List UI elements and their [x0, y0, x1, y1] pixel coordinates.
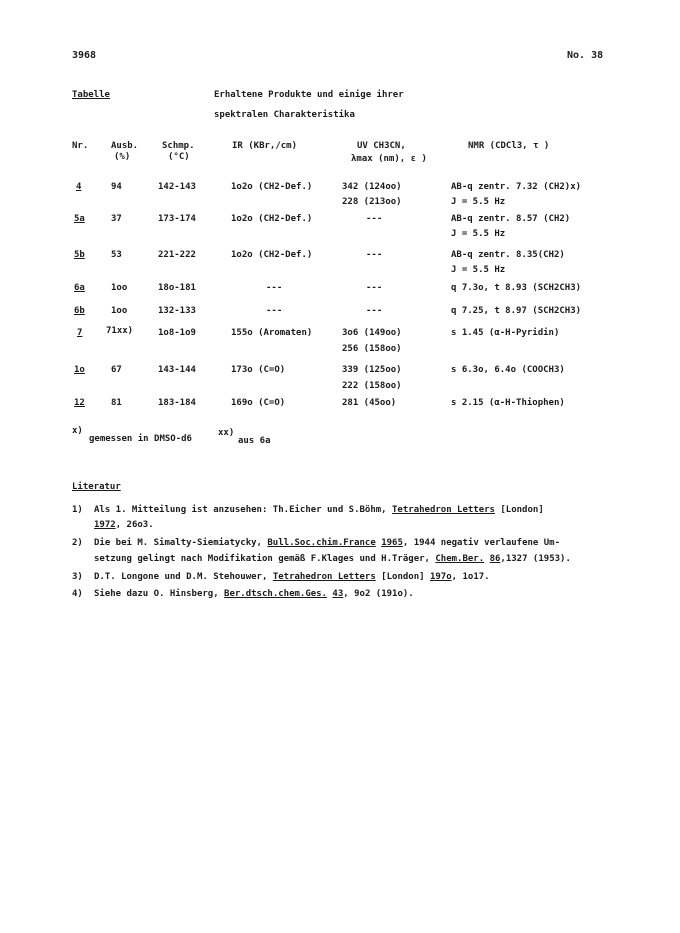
row-uv: --- — [366, 214, 383, 224]
row-nmr: AB-q zentr. 8.35(CH2) — [451, 250, 565, 260]
row-nr: 4 — [76, 182, 82, 192]
col-header-uv-unit: λmax (nm), ε ) — [351, 154, 427, 164]
reference-2-line2: setzung gelingt nach Modifikation gemäß F.Klages und H.Träger, Chem.Ber. 86,1327 (1953). — [94, 554, 571, 564]
row-uv: --- — [366, 306, 383, 316]
reference-number: 3) — [72, 572, 83, 582]
row-uv: 281 (45oo) — [342, 398, 397, 408]
row-nr: 12 — [74, 398, 85, 408]
row-nmr: J = 5.5 Hz — [451, 197, 506, 207]
row-ir: 155o (Aromaten) — [231, 328, 313, 338]
journal-name: Tetrahedron Letters — [272, 572, 376, 582]
footnote-xx-text: aus 6a — [238, 436, 271, 446]
row-ir: 169o (C=O) — [231, 398, 286, 408]
row-uv: --- — [366, 250, 383, 260]
col-header-ir: IR (KBr,/cm) — [232, 141, 298, 151]
row-uv: 339 (125oo) — [342, 365, 402, 375]
row-ausb: 94 — [111, 182, 122, 192]
row-nmr: q 7.25, t 8.97 (SCH2CH3) — [451, 306, 582, 316]
col-header-nr: Nr. — [72, 141, 89, 151]
row-schmp: 18o-181 — [158, 283, 196, 293]
row-ausb: 37 — [111, 214, 122, 224]
row-ausb: 1oo — [111, 306, 128, 316]
row-ir: --- — [266, 306, 283, 316]
row-uv: 256 (158oo) — [342, 344, 402, 354]
row-nr: 7 — [77, 328, 83, 338]
col-header-ausb: Ausb. — [111, 141, 139, 151]
row-ir: --- — [266, 283, 283, 293]
row-nmr: J = 5.5 Hz — [451, 229, 506, 239]
row-schmp: 132-133 — [158, 306, 196, 316]
year: 1965 — [381, 538, 403, 548]
col-header-schmp: Schmp. — [162, 141, 195, 151]
table-title-line2: spektralen Charakteristika — [214, 110, 355, 120]
row-uv: --- — [366, 283, 383, 293]
row-nmr: J = 5.5 Hz — [451, 265, 506, 275]
row-ir: 1o2o (CH2-Def.) — [231, 250, 313, 260]
footnote-x-text: gemessen in DMSO-d6 — [89, 434, 192, 444]
journal-name: Bull.Soc.chim.France — [267, 538, 376, 548]
row-nmr: AB-q zentr. 8.57 (CH2) — [451, 214, 571, 224]
reference-3-line1: D.T. Longone und D.M. Stehouwer, Tetrahedron Letters [London] 197o, 1o17. — [94, 572, 490, 582]
row-ausb: 67 — [111, 365, 122, 375]
page-number: 3968 — [72, 50, 97, 61]
reference-2-line1: Die bei M. Simalty-Siemiatycky, Bull.Soc.chim.France 1965, 1944 negativ verlaufene Um- — [94, 538, 561, 548]
reference-number: 2) — [72, 538, 83, 548]
row-nmr: s 6.3o, 6.4o (COOCH3) — [451, 365, 565, 375]
reference-1-line1: Als 1. Mitteilung ist anzusehen: Th.Eicher und S.Böhm, Tetrahedron Letters [London] — [94, 505, 544, 515]
footnote-xx-marker: xx) — [218, 428, 235, 438]
row-schmp: 173-174 — [158, 214, 196, 224]
col-header-ausb-unit: (%) — [114, 152, 131, 162]
row-nmr: AB-q zentr. 7.32 (CH2)x) — [451, 182, 582, 192]
row-uv: 228 (213oo) — [342, 197, 402, 207]
col-header-schmp-unit: (°C) — [168, 152, 190, 162]
row-ausb: 53 — [111, 250, 122, 260]
row-schmp: 143-144 — [158, 365, 196, 375]
row-ausb: 1oo — [111, 283, 128, 293]
col-header-nmr: NMR (CDCl3, τ ) — [468, 141, 550, 151]
row-nmr: s 2.15 (α-H-Thiophen) — [451, 398, 565, 408]
row-nr: 1o — [74, 365, 85, 375]
row-schmp: 142-143 — [158, 182, 196, 192]
row-uv: 222 (158oo) — [342, 381, 402, 391]
year: 1972 — [94, 520, 116, 530]
journal-name: Ber.dtsch.chem.Ges. — [224, 589, 327, 599]
row-schmp: 1o8-1o9 — [158, 328, 196, 338]
journal-name: Tetrahedron Letters — [392, 505, 495, 515]
year: 197o — [429, 572, 452, 582]
journal-name: Chem.Ber. — [435, 554, 485, 564]
volume: 43 — [332, 589, 344, 599]
row-nr: 5b — [74, 250, 85, 260]
reference-1-line2: 1972, 26o3. — [94, 520, 154, 530]
literature-heading: Literatur — [72, 482, 121, 492]
row-nr: 6b — [74, 306, 85, 316]
row-uv: 342 (124oo) — [342, 182, 402, 192]
row-ir: 173o (C=O) — [231, 365, 286, 375]
row-uv: 3o6 (149oo) — [342, 328, 402, 338]
issue-number: No. 38 — [567, 50, 604, 61]
volume: 86 — [489, 554, 501, 564]
row-ir: 1o2o (CH2-Def.) — [231, 182, 313, 192]
row-ir: 1o2o (CH2-Def.) — [231, 214, 313, 224]
row-nr: 5a — [74, 214, 85, 224]
row-ausb: 81 — [111, 398, 122, 408]
reference-number: 1) — [72, 505, 83, 515]
table-title-line1: Erhaltene Produkte und einige ihrer — [214, 90, 404, 100]
col-header-uv: UV CH3CN, — [357, 141, 406, 151]
row-schmp: 221-222 — [158, 250, 196, 260]
row-ausb: 71xx) — [106, 326, 134, 336]
row-nmr: q 7.3o, t 8.93 (SCH2CH3) — [451, 283, 582, 293]
reference-4-line1: Siehe dazu O. Hinsberg, Ber.dtsch.chem.Ges. 43, 9o2 (191o). — [94, 589, 414, 599]
table-label: Tabelle — [72, 90, 110, 100]
row-nmr: s 1.45 (α-H-Pyridin) — [451, 328, 560, 338]
footnote-x-marker: x) — [72, 426, 83, 436]
reference-number: 4) — [72, 589, 83, 599]
row-schmp: 183-184 — [158, 398, 196, 408]
row-nr: 6a — [74, 283, 85, 293]
